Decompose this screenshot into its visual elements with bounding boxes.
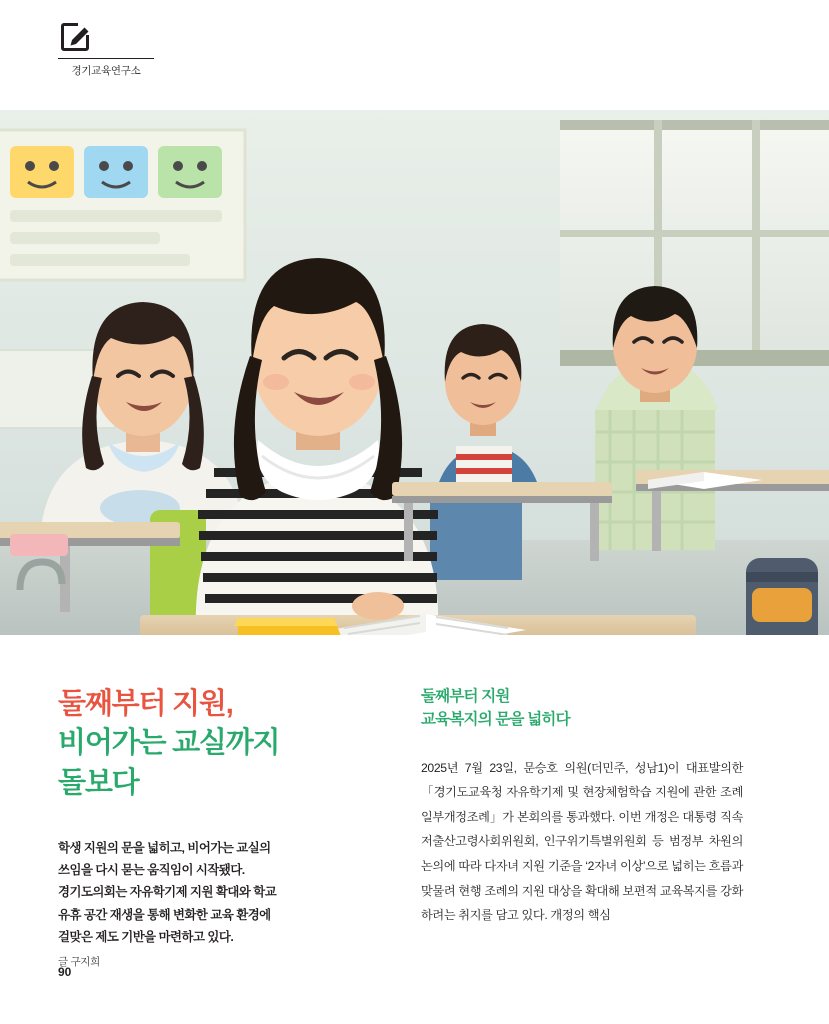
- deck-line: 걸맞은 제도 기반을 마련하고 있다.: [58, 929, 234, 944]
- article-right-column: [421, 685, 743, 940]
- sub-headline-line-1: 둘째부터 지원: [421, 688, 510, 705]
- headline-line-1: 둘째부터 지원,: [58, 688, 233, 720]
- article-left-column: [58, 685, 388, 969]
- headline-line-2: 비어가는 교실까지: [58, 727, 280, 760]
- publisher-logo: [58, 20, 178, 78]
- page-header: [0, 0, 829, 110]
- sub-headline-line-2: 교육복지의 문을 넓히다: [421, 711, 570, 729]
- article-content: [0, 635, 829, 1024]
- headline-line-3: 돌보다: [58, 766, 139, 799]
- page-title: [58, 685, 388, 803]
- byline: 글 구지희: [58, 955, 100, 968]
- article-deck: [58, 837, 388, 947]
- logo-caption-divider: [58, 58, 154, 78]
- sub-headline: [421, 685, 743, 732]
- page-number: 90: [58, 965, 72, 979]
- deck-line: 유휴 공간 재생을 통해 변화한 교육 환경에: [58, 907, 271, 922]
- classroom-students-photo: [0, 110, 829, 635]
- logo-caption: 경기교육연구소: [71, 65, 141, 77]
- deck-line: 학생 지원의 문을 넓히고, 비어가는 교실의: [58, 841, 271, 856]
- deck-line: 쓰임을 다시 묻는 움직임이 시작됐다.: [58, 863, 245, 878]
- article-body: 2025년 7월 23일, 문승호 의원(더민주, 성남1)이 대표발의한 「경기도교육청 자유학기제 및 현장체험학습 지원에 관한 조례 일부개정조례」가 본회의를 통과했다. 이번 개정은 대통령 직속 저출산고령사회위원회, 인구위기특별위원회 등 범정부 차원의 논의에 따라 다자녀 지원 기준을 ‘2자녀 이상’으로 넓히는 흐름과 맞물려 현행 조례의 지원 대상을 확대해 보편적 교육복지를 강화하려는 취지를 담고 있다. 개정의 핵심: [421, 760, 743, 923]
- deck-line: 경기도의회는 자유학기제 지원 확대와 학교: [58, 885, 277, 900]
- pen-square-icon: [58, 20, 92, 54]
